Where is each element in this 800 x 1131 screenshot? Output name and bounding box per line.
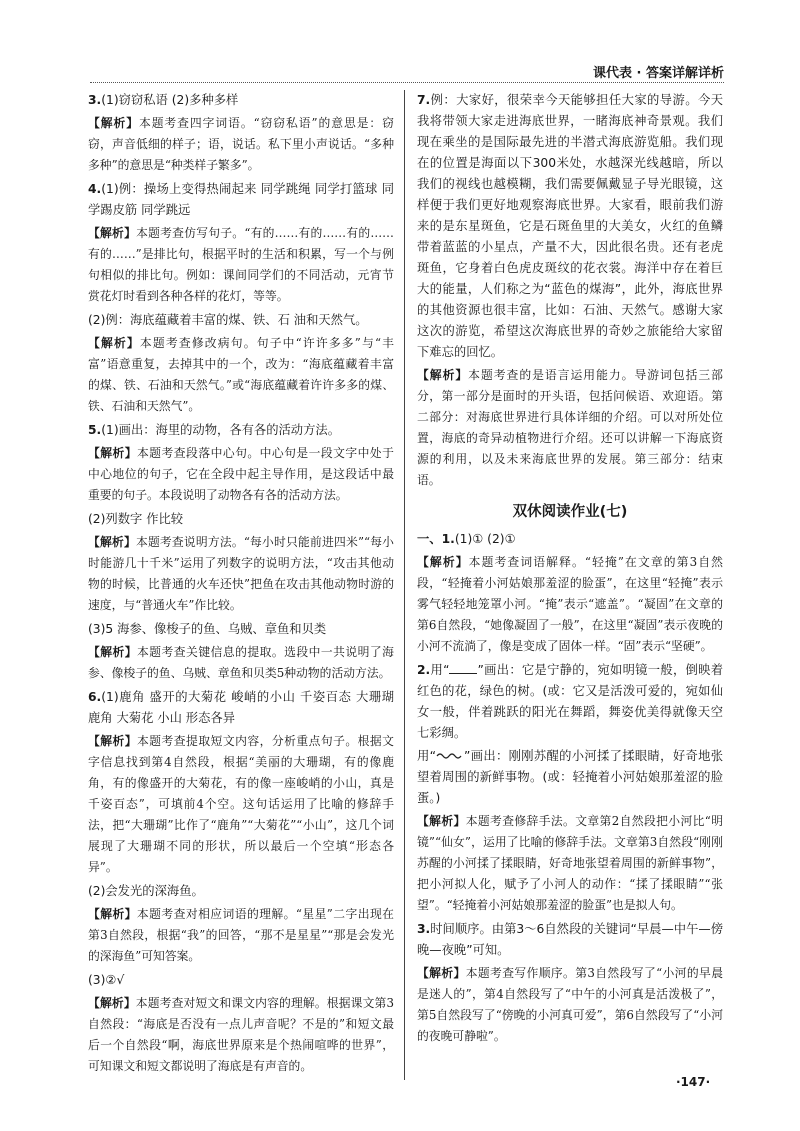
- analysis-tag: 【解析】: [88, 996, 136, 1010]
- answer-text: (2)列数字 作比较: [88, 512, 184, 526]
- answer-suffix: ”画出：刚刚苏醒的小河揉了揉眼睛，好奇地张望着周围的新鲜事物。(或：轻掩着小河姑娘那羞涩的脸蛋。): [417, 749, 724, 805]
- answer-paragraph: [88, 420, 394, 441]
- analysis-tag: 【解析】: [417, 368, 469, 382]
- analysis-text: 本题考查修改病句。句子中“许许多多”与“丰富”语意重复，去掉其中的一个，改为：“海底蕴藏着丰富的煤、铁、石油和天然气。”或“海底蕴藏着许许多多的煤、铁、石油和天然气”。: [88, 336, 394, 413]
- answer-text: 时间顺序。由第3～6自然段的关键词“早晨—中午—傍晚—夜晚”可知。: [417, 922, 723, 957]
- right-top-block: [417, 90, 723, 491]
- question-number: 4.: [88, 182, 102, 196]
- analysis-paragraph: [88, 532, 394, 616]
- answer-text: (1)例：操场上变得热闹起来 同学跳绳 同学打篮球 同学踢皮筋 同学跳远: [88, 182, 394, 217]
- header-title: 课代表 · 答案详解详析: [587, 62, 724, 81]
- answer-paragraph: [417, 90, 723, 363]
- analysis-text: 本题考查对相应词语的理解。“星星”二字出现在第3自然段，根据“我”的回答，“那不是星星”“那是会发光的深海鱼”可知答案。: [88, 907, 394, 963]
- analysis-text: 本题考查修辞手法。文章第2自然段把小河比“明镜”“仙女”，运用了比喻的修辞手法。文章第3自然段“刚刚苏醒的小河揉了揉眼睛，好奇地张望着周围的新鲜事物”，把小河拟人化，赋予了小河人的动作：“揉了揉眼睛”“张望”。“轻掩着小河姑娘那羞涩的脸蛋”也是拟人句。: [417, 814, 723, 912]
- answer-paragraph: [88, 687, 394, 729]
- answer-paragraph: [417, 919, 723, 961]
- analysis-paragraph: [88, 333, 394, 417]
- analysis-tag: 【解析】: [88, 645, 138, 659]
- analysis-text: 本题考查对短文和课文内容的理解。根据课文第3自然段：“海底是否没有一点儿声音呢？不是的”和短文最后一个自然段“啊，海底世界原来是个热闹喧哗的世界”，可知课文和短文都说明了海底是有声音的。: [88, 996, 394, 1073]
- analysis-tag: 【解析】: [417, 966, 466, 980]
- analysis-paragraph: [88, 642, 394, 684]
- page-header: [90, 60, 724, 83]
- answer-paragraph: [88, 509, 394, 530]
- right-column: [417, 90, 723, 1050]
- analysis-paragraph: [417, 963, 723, 1047]
- answer-paragraph: [88, 970, 394, 991]
- analysis-paragraph: [88, 443, 394, 506]
- question-number: 6.: [88, 690, 102, 704]
- answer-paragraph: [88, 310, 394, 331]
- answer-paragraph: [417, 529, 723, 550]
- analysis-tag: 【解析】: [417, 814, 466, 828]
- answer-text: (2)会发光的深海鱼。: [88, 884, 204, 898]
- answer-paragraph: [417, 746, 723, 809]
- analysis-tag: 【解析】: [88, 535, 136, 549]
- analysis-text: 本题考查段落中心句。中心句是一段文字中处于中心地位的句子，它在全段中起主导作用，是这段话中最重要的句子。本段说明了动物各有各的活动方法。: [88, 446, 394, 502]
- right-bottom-block: [417, 529, 723, 1047]
- answer-paragraph: [88, 881, 394, 902]
- question-number: 5.: [88, 423, 102, 437]
- question-number: 3.: [417, 922, 431, 936]
- answer-prefix: 用“: [430, 663, 450, 677]
- analysis-text: 本题考查说明方法。“每小时只能前进四米”“每小时能游几十千米”运用了列数字的说明方法，“攻击其他动物的时候，比普通的火车还快”把鱼在攻击其他动物时游的速度，与“普通火车”作比较。: [88, 535, 394, 612]
- question-number: 7.: [417, 93, 431, 107]
- section-title: 双休阅读作业(七): [512, 504, 628, 520]
- answer-suffix: ”画出：它是宁静的，宛如明镜一般，倒映着红色的花，绿色的树。(或：它又是活泼可爱的，宛如仙女一般，伴着跳跃的阳光在舞蹈，舞姿优美得就像天空七彩绸。: [417, 663, 723, 740]
- answer-text: (3)②√: [88, 973, 125, 987]
- analysis-paragraph: [417, 811, 723, 916]
- analysis-tag: 【解析】: [417, 555, 469, 569]
- analysis-tag: 【解析】: [88, 907, 137, 921]
- analysis-paragraph: [88, 904, 394, 967]
- analysis-paragraph: [417, 552, 723, 657]
- answer-text: (1)画出：海里的动物，各有各的活动方法。: [101, 423, 340, 437]
- analysis-text: 本题考查仿写句子。“有的……有的……有的……有的……”是排比句，根据平时的生活和积累，写一个与例句相似的排比句。例如：课间同学们的不同活动，元宵节赏花灯时看到各种各样的花灯，等等。: [88, 226, 394, 303]
- page-number: ·147·: [676, 1075, 711, 1089]
- answer-paragraph: [88, 90, 394, 111]
- column-divider: [404, 90, 405, 1080]
- analysis-text: 本题考查写作顺序。第3自然段写了“小河的早晨是迷人的”，第4自然段写了“中午的小河真是活泼极了”，第5自然段写了“傍晚的小河真可爱”，第6自然段写了“小河的夜晚可静啦”。: [417, 966, 723, 1043]
- analysis-paragraph: [417, 365, 723, 491]
- analysis-tag: 【解析】: [88, 734, 138, 748]
- question-number: 2.: [417, 663, 431, 677]
- answer-text: (1)窃窃私语 (2)多种多样: [101, 93, 239, 107]
- analysis-tag: 【解析】: [88, 226, 137, 240]
- question-number: 一、1.: [417, 532, 455, 546]
- analysis-text: 本题考查提取短文内容，分析重点句子。根据文字信息找到第4自然段，根据“美丽的大珊瑚，有的像鹿角，有的像盛开的大菊花，有的像一座峻峭的小山，真是千姿百态”，可填前4个空。这句话运用了比喻的修辞手法，把“大珊瑚”比作了“鹿角”“大菊花”“小山”，这几个词展现了大珊瑚不同的形状，所以最后一个空填“形态各异”。: [88, 734, 394, 874]
- answer-paragraph: [417, 660, 723, 744]
- analysis-text: 本题考查关键信息的提取。选段中一共说明了海参、像梭子的鱼、乌贼、章鱼和贝类5种动物的活动方法。: [88, 645, 394, 680]
- analysis-paragraph: [88, 113, 394, 176]
- answer-paragraph: [88, 179, 394, 221]
- question-number: 3.: [88, 93, 102, 107]
- analysis-text: 本题考查的是语言运用能力。导游词包括三部分，第一部分是面时的开头语，包括问候语、欢迎语。第二部分：对海底世界进行具体详细的介绍。可以对所处位置，海底的奇异动植物进行介绍。还可以讲解一下海底资源的利用，以及未来海底世界的发展。第三部分：结束语。: [417, 368, 723, 487]
- answer-text: (3)5 海参、像梭子的鱼、乌贼、章鱼和贝类: [88, 622, 327, 636]
- analysis-text: 本题考查词语解释。“轻掩”在文章的第3自然段，“轻掩着小河姑娘那羞涩的脸蛋”，在这里“轻掩”表示雾气轻轻地笼罩小河。“掩”表示“遮盖”。“凝固”在文章的第6自然段，“她像凝固了一般”，在这里“凝固”表示夜晚的小河不流淌了，像是变成了固体一样。“固”表示“坚硬”。: [417, 555, 723, 653]
- analysis-tag: 【解析】: [88, 336, 140, 350]
- answer-text: (1)① (2)①: [454, 532, 516, 546]
- answer-paragraph: [88, 619, 394, 640]
- analysis-text: 本题考查四字词语。“窃窃私语”的意思是：窃窃，声音低细的样子；语，说话。私下里小声说话。“多种多种”的意思是“种类样子繁多”。: [88, 116, 394, 172]
- analysis-paragraph: [88, 731, 394, 878]
- answer-text: 例：大家好，很荣幸今天能够担任大家的导游。今天我将带领大家走进海底世界，一睹海底神奇景观。我们现在乘坐的是国际最先进的半潜式海底游览船。我们现在的位置是海面以下300米处，水越深光线越暗，所以我们的视线也越模糊，我们需要佩戴显子导光眼镜，这样便于我们更好地观察海底世界。大家看，眼前我们游来的是东星斑鱼，它是石斑鱼里的大美女，火红的鱼鳞带着蓝蓝的小星点，产量不大，因此很名贵。还有老虎斑鱼，它身着白色虎皮斑纹的花衣裳。海洋中存在着巨大的能量，人们称之为“蓝色的煤海”，此外，海底世界的其他资源也很丰富，比如：石油、天然气。感谢大家这次的游览，希望这次海底世界的奇妙之旅能给大家留下难忘的回忆。: [417, 93, 723, 359]
- analysis-paragraph: [88, 993, 394, 1077]
- analysis-paragraph: [88, 223, 394, 307]
- answer-prefix: 用“: [417, 749, 437, 763]
- answer-text: (2)例：海底蕴藏着丰富的煤、铁、石 油和天然气。: [88, 313, 368, 327]
- straight-underline-mark: [449, 661, 477, 674]
- analysis-tag: 【解析】: [88, 116, 139, 130]
- analysis-tag: 【解析】: [88, 446, 138, 460]
- wavy-underline-mark: [436, 746, 464, 758]
- left-column: [88, 90, 394, 1080]
- answer-text: (1)鹿角 盛开的大菊花 峻峭的小山 千姿百态 大珊瑚 鹿角 大菊花 小山 形态各异: [88, 690, 394, 725]
